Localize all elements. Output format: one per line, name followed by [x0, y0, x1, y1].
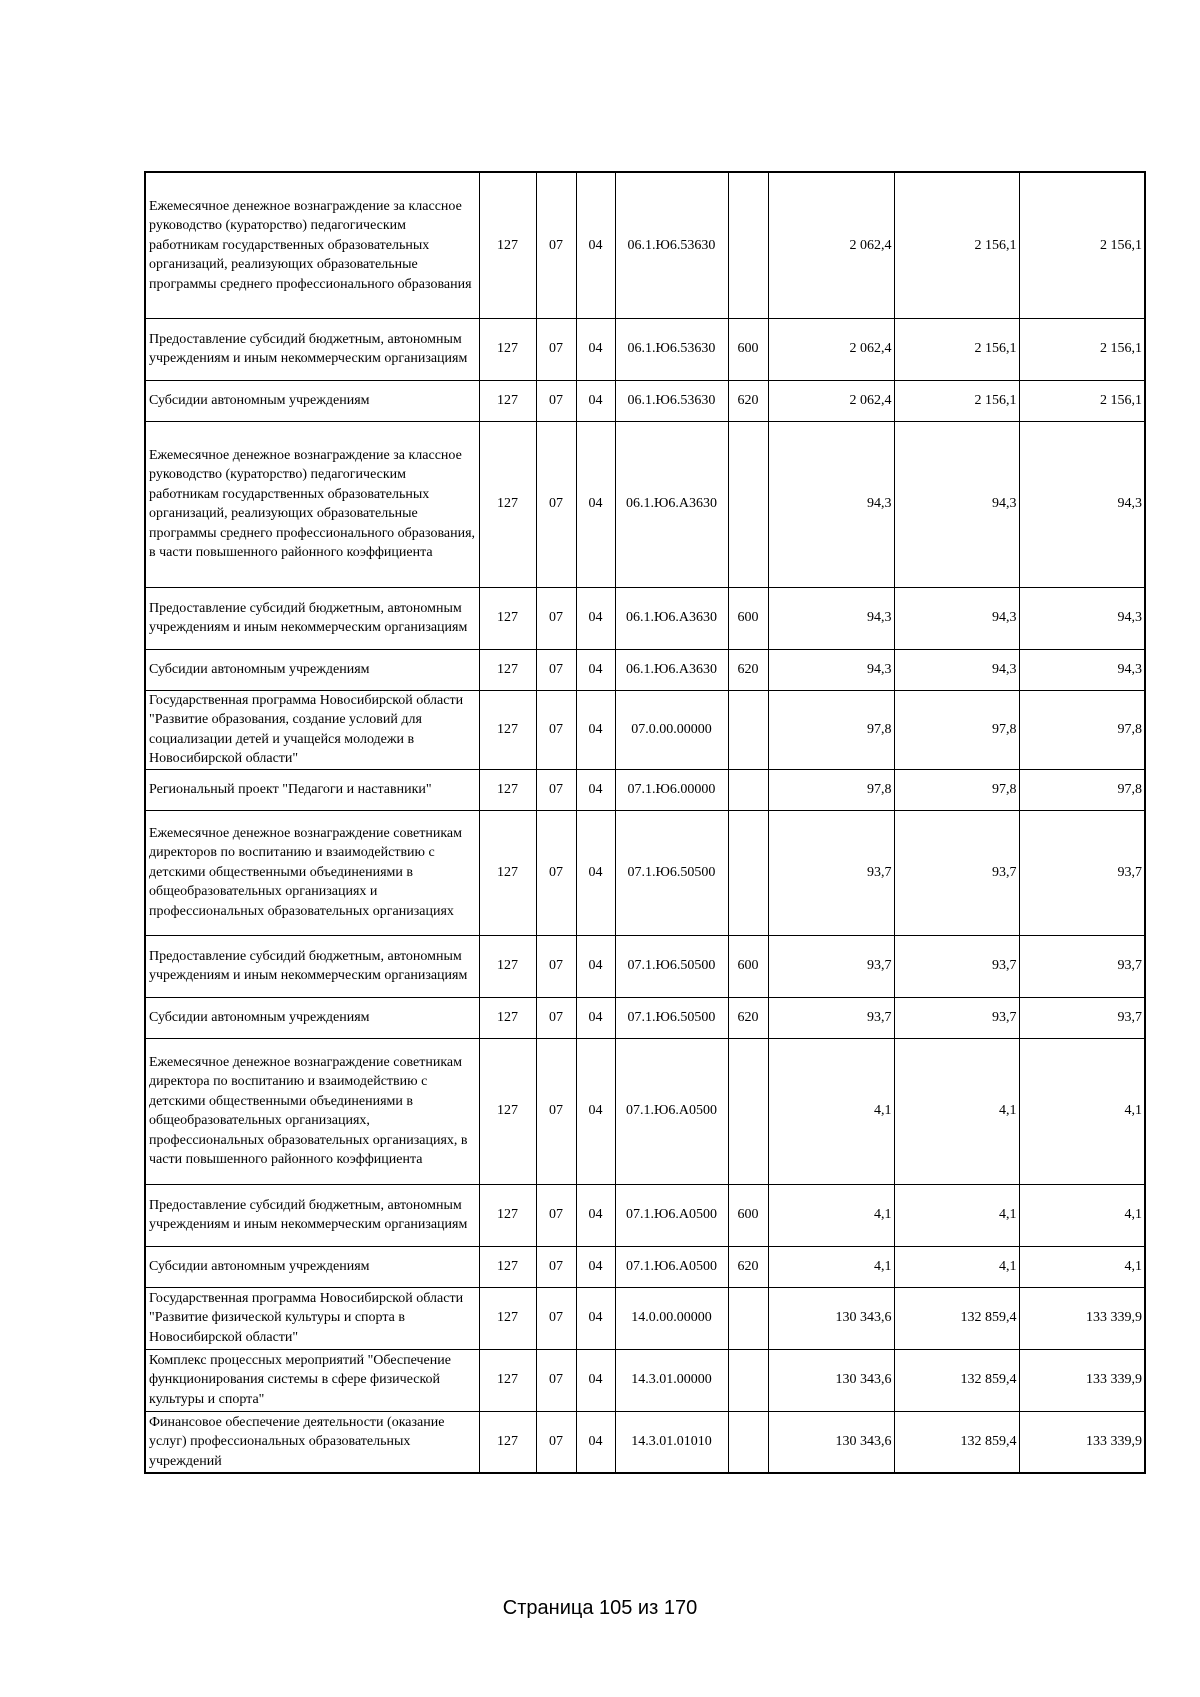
- cell-amount-year-3: 4,1: [1019, 1038, 1145, 1184]
- cell-amount-year-1: 130 343,6: [768, 1349, 894, 1411]
- cell-amount-year-2: 97,8: [894, 690, 1019, 769]
- table-row: [145, 587, 1145, 649]
- cell-grbs: 127: [479, 1038, 536, 1184]
- cell-amount-year-1: 4,1: [768, 1038, 894, 1184]
- cell-grbs: 127: [479, 318, 536, 380]
- cell-expense-type: [728, 769, 768, 810]
- cell-section: 07: [536, 1287, 576, 1349]
- cell-subsection: 04: [576, 421, 615, 587]
- cell-amount-year-2: 2 156,1: [894, 380, 1019, 421]
- cell-name: Комплекс процессных мероприятий "Обеспечение функционирования системы в сфере физической культуры и спорта": [145, 1349, 479, 1411]
- cell-amount-year-3: 94,3: [1019, 649, 1145, 690]
- cell-subsection: 04: [576, 1349, 615, 1411]
- cell-grbs: 127: [479, 649, 536, 690]
- table-row: [145, 421, 1145, 587]
- cell-grbs: 127: [479, 1349, 536, 1411]
- cell-amount-year-3: 97,8: [1019, 690, 1145, 769]
- cell-amount-year-3: 2 156,1: [1019, 172, 1145, 318]
- cell-expense-type: 600: [728, 1184, 768, 1246]
- cell-grbs: 127: [479, 1184, 536, 1246]
- cell-amount-year-1: 4,1: [768, 1184, 894, 1246]
- cell-name: Ежемесячное денежное вознаграждение советникам директора по воспитанию и взаимодействию с детскими общественными объединениями в общеобразовательных организациях, профессиональных образовательных организациях, в части повышенного районного коэффициента: [145, 1038, 479, 1184]
- cell-amount-year-2: 94,3: [894, 421, 1019, 587]
- table-row: [145, 1287, 1145, 1349]
- cell-amount-year-2: 4,1: [894, 1184, 1019, 1246]
- cell-name: Государственная программа Новосибирской области "Развитие образования, создание условий для социализации детей и учащейся молодежи в Новосибирской области": [145, 690, 479, 769]
- cell-target-article: 07.1.Ю6.50500: [615, 810, 728, 935]
- cell-target-article: 07.1.Ю6.00000: [615, 769, 728, 810]
- table-row: [145, 318, 1145, 380]
- cell-expense-type: [728, 1349, 768, 1411]
- cell-name: Государственная программа Новосибирской области "Развитие физической культуры и спорта в Новосибирской области": [145, 1287, 479, 1349]
- cell-target-article: 06.1.Ю6.А3630: [615, 587, 728, 649]
- cell-subsection: 04: [576, 769, 615, 810]
- cell-target-article: 06.1.Ю6.53630: [615, 172, 728, 318]
- cell-subsection: 04: [576, 587, 615, 649]
- cell-name: Предоставление субсидий бюджетным, автономным учреждениям и иным некоммерческим организациям: [145, 1184, 479, 1246]
- cell-section: 07: [536, 1184, 576, 1246]
- cell-target-article: 07.1.Ю6.А0500: [615, 1038, 728, 1184]
- cell-section: 07: [536, 1411, 576, 1473]
- cell-subsection: 04: [576, 1246, 615, 1287]
- cell-expense-type: 620: [728, 380, 768, 421]
- cell-amount-year-2: 97,8: [894, 769, 1019, 810]
- cell-amount-year-3: 2 156,1: [1019, 318, 1145, 380]
- budget-table: [144, 171, 1146, 1474]
- table-row: [145, 1246, 1145, 1287]
- cell-amount-year-1: 97,8: [768, 769, 894, 810]
- cell-grbs: 127: [479, 421, 536, 587]
- cell-name: Региональный проект "Педагоги и наставники": [145, 769, 479, 810]
- cell-subsection: 04: [576, 318, 615, 380]
- table-row: [145, 1411, 1145, 1473]
- cell-target-article: 07.1.Ю6.А0500: [615, 1184, 728, 1246]
- cell-subsection: 04: [576, 997, 615, 1038]
- cell-amount-year-2: 2 156,1: [894, 172, 1019, 318]
- cell-amount-year-3: 133 339,9: [1019, 1349, 1145, 1411]
- cell-section: 07: [536, 1349, 576, 1411]
- cell-section: 07: [536, 318, 576, 380]
- cell-name: Предоставление субсидий бюджетным, автономным учреждениям и иным некоммерческим организациям: [145, 935, 479, 997]
- cell-grbs: 127: [479, 1411, 536, 1473]
- cell-section: 07: [536, 997, 576, 1038]
- cell-target-article: 07.0.00.00000: [615, 690, 728, 769]
- cell-amount-year-2: 93,7: [894, 997, 1019, 1038]
- cell-name: Предоставление субсидий бюджетным, автономным учреждениям и иным некоммерческим организациям: [145, 587, 479, 649]
- cell-amount-year-1: 130 343,6: [768, 1411, 894, 1473]
- cell-expense-type: 620: [728, 1246, 768, 1287]
- cell-section: 07: [536, 421, 576, 587]
- cell-expense-type: [728, 172, 768, 318]
- cell-subsection: 04: [576, 649, 615, 690]
- cell-name: Финансовое обеспечение деятельности (оказание услуг) профессиональных образовательных учреждений: [145, 1411, 479, 1473]
- cell-amount-year-1: 93,7: [768, 810, 894, 935]
- table-row: [145, 769, 1145, 810]
- cell-amount-year-3: 93,7: [1019, 997, 1145, 1038]
- cell-amount-year-1: 97,8: [768, 690, 894, 769]
- table-row: [145, 810, 1145, 935]
- cell-target-article: 07.1.Ю6.50500: [615, 997, 728, 1038]
- cell-expense-type: 620: [728, 649, 768, 690]
- table-row: [145, 1038, 1145, 1184]
- cell-expense-type: [728, 421, 768, 587]
- cell-amount-year-2: 94,3: [894, 649, 1019, 690]
- cell-amount-year-1: 2 062,4: [768, 380, 894, 421]
- cell-grbs: 127: [479, 380, 536, 421]
- cell-name: Ежемесячное денежное вознаграждение советникам директоров по воспитанию и взаимодействию с детскими общественными объединениями в общеобразовательных организациях и профессиональных образовательных организациях: [145, 810, 479, 935]
- cell-amount-year-1: 4,1: [768, 1246, 894, 1287]
- cell-amount-year-1: 2 062,4: [768, 318, 894, 380]
- cell-amount-year-3: 94,3: [1019, 587, 1145, 649]
- cell-amount-year-3: 2 156,1: [1019, 380, 1145, 421]
- cell-amount-year-3: 4,1: [1019, 1246, 1145, 1287]
- table-row: [145, 997, 1145, 1038]
- cell-target-article: 06.1.Ю6.53630: [615, 380, 728, 421]
- cell-section: 07: [536, 587, 576, 649]
- page-number: Страница 105 из 170: [502, 1597, 698, 1619]
- cell-name: Предоставление субсидий бюджетным, автономным учреждениям и иным некоммерческим организациям: [145, 318, 479, 380]
- cell-amount-year-3: 93,7: [1019, 935, 1145, 997]
- cell-subsection: 04: [576, 1287, 615, 1349]
- cell-amount-year-3: 133 339,9: [1019, 1287, 1145, 1349]
- cell-grbs: 127: [479, 935, 536, 997]
- cell-section: 07: [536, 1246, 576, 1287]
- cell-grbs: 127: [479, 172, 536, 318]
- cell-grbs: 127: [479, 587, 536, 649]
- cell-name: Ежемесячное денежное вознаграждение за классное руководство (кураторство) педагогическим работникам государственных образовательных организаций, реализующих образовательные программы среднего профессионального образования: [145, 172, 479, 318]
- cell-name: Субсидии автономным учреждениям: [145, 380, 479, 421]
- cell-target-article: 06.1.Ю6.А3630: [615, 649, 728, 690]
- cell-grbs: 127: [479, 1287, 536, 1349]
- cell-amount-year-3: 4,1: [1019, 1184, 1145, 1246]
- cell-subsection: 04: [576, 172, 615, 318]
- cell-target-article: 06.1.Ю6.53630: [615, 318, 728, 380]
- cell-section: 07: [536, 1038, 576, 1184]
- cell-target-article: 07.1.Ю6.А0500: [615, 1246, 728, 1287]
- table-row: [145, 649, 1145, 690]
- cell-section: 07: [536, 649, 576, 690]
- cell-section: 07: [536, 690, 576, 769]
- cell-amount-year-3: 133 339,9: [1019, 1411, 1145, 1473]
- cell-expense-type: 600: [728, 935, 768, 997]
- cell-subsection: 04: [576, 1184, 615, 1246]
- cell-subsection: 04: [576, 935, 615, 997]
- cell-amount-year-1: 94,3: [768, 649, 894, 690]
- cell-grbs: 127: [479, 769, 536, 810]
- cell-amount-year-2: 4,1: [894, 1038, 1019, 1184]
- cell-amount-year-1: 2 062,4: [768, 172, 894, 318]
- cell-amount-year-1: 94,3: [768, 421, 894, 587]
- cell-target-article: 07.1.Ю6.50500: [615, 935, 728, 997]
- cell-expense-type: [728, 1038, 768, 1184]
- cell-grbs: 127: [479, 810, 536, 935]
- cell-amount-year-3: 94,3: [1019, 421, 1145, 587]
- cell-amount-year-1: 130 343,6: [768, 1287, 894, 1349]
- cell-amount-year-2: 132 859,4: [894, 1411, 1019, 1473]
- cell-amount-year-2: 93,7: [894, 935, 1019, 997]
- cell-expense-type: 600: [728, 587, 768, 649]
- table-body: [145, 172, 1145, 1473]
- cell-grbs: 127: [479, 690, 536, 769]
- cell-subsection: 04: [576, 380, 615, 421]
- cell-expense-type: [728, 810, 768, 935]
- cell-expense-type: [728, 1411, 768, 1473]
- cell-subsection: 04: [576, 810, 615, 935]
- cell-subsection: 04: [576, 1038, 615, 1184]
- cell-name: Субсидии автономным учреждениям: [145, 1246, 479, 1287]
- table-row: [145, 172, 1145, 318]
- cell-amount-year-3: 93,7: [1019, 810, 1145, 935]
- cell-grbs: 127: [479, 997, 536, 1038]
- cell-name: Субсидии автономным учреждениям: [145, 997, 479, 1038]
- cell-expense-type: [728, 690, 768, 769]
- cell-section: 07: [536, 172, 576, 318]
- cell-section: 07: [536, 380, 576, 421]
- cell-subsection: 04: [576, 1411, 615, 1473]
- cell-subsection: 04: [576, 690, 615, 769]
- cell-amount-year-3: 97,8: [1019, 769, 1145, 810]
- cell-amount-year-2: 93,7: [894, 810, 1019, 935]
- cell-section: 07: [536, 769, 576, 810]
- cell-amount-year-2: 94,3: [894, 587, 1019, 649]
- table-row: [145, 380, 1145, 421]
- cell-name: Субсидии автономным учреждениям: [145, 649, 479, 690]
- cell-amount-year-2: 132 859,4: [894, 1349, 1019, 1411]
- cell-amount-year-1: 93,7: [768, 997, 894, 1038]
- cell-target-article: 14.3.01.00000: [615, 1349, 728, 1411]
- cell-section: 07: [536, 935, 576, 997]
- cell-expense-type: 620: [728, 997, 768, 1038]
- cell-amount-year-2: 4,1: [894, 1246, 1019, 1287]
- table-row: [145, 935, 1145, 997]
- cell-target-article: 14.0.00.00000: [615, 1287, 728, 1349]
- cell-amount-year-1: 93,7: [768, 935, 894, 997]
- cell-grbs: 127: [479, 1246, 536, 1287]
- cell-target-article: 14.3.01.01010: [615, 1411, 728, 1473]
- cell-expense-type: [728, 1287, 768, 1349]
- cell-name: Ежемесячное денежное вознаграждение за классное руководство (кураторство) педагогическим работникам государственных образовательных организаций, реализующих образовательные программы среднего профессионального образования, в части повышенного районного коэффициента: [145, 421, 479, 587]
- cell-section: 07: [536, 810, 576, 935]
- table-row: [145, 690, 1145, 769]
- cell-target-article: 06.1.Ю6.А3630: [615, 421, 728, 587]
- cell-amount-year-1: 94,3: [768, 587, 894, 649]
- cell-expense-type: 600: [728, 318, 768, 380]
- table-row: [145, 1184, 1145, 1246]
- cell-amount-year-2: 2 156,1: [894, 318, 1019, 380]
- cell-amount-year-2: 132 859,4: [894, 1287, 1019, 1349]
- table-row: [145, 1349, 1145, 1411]
